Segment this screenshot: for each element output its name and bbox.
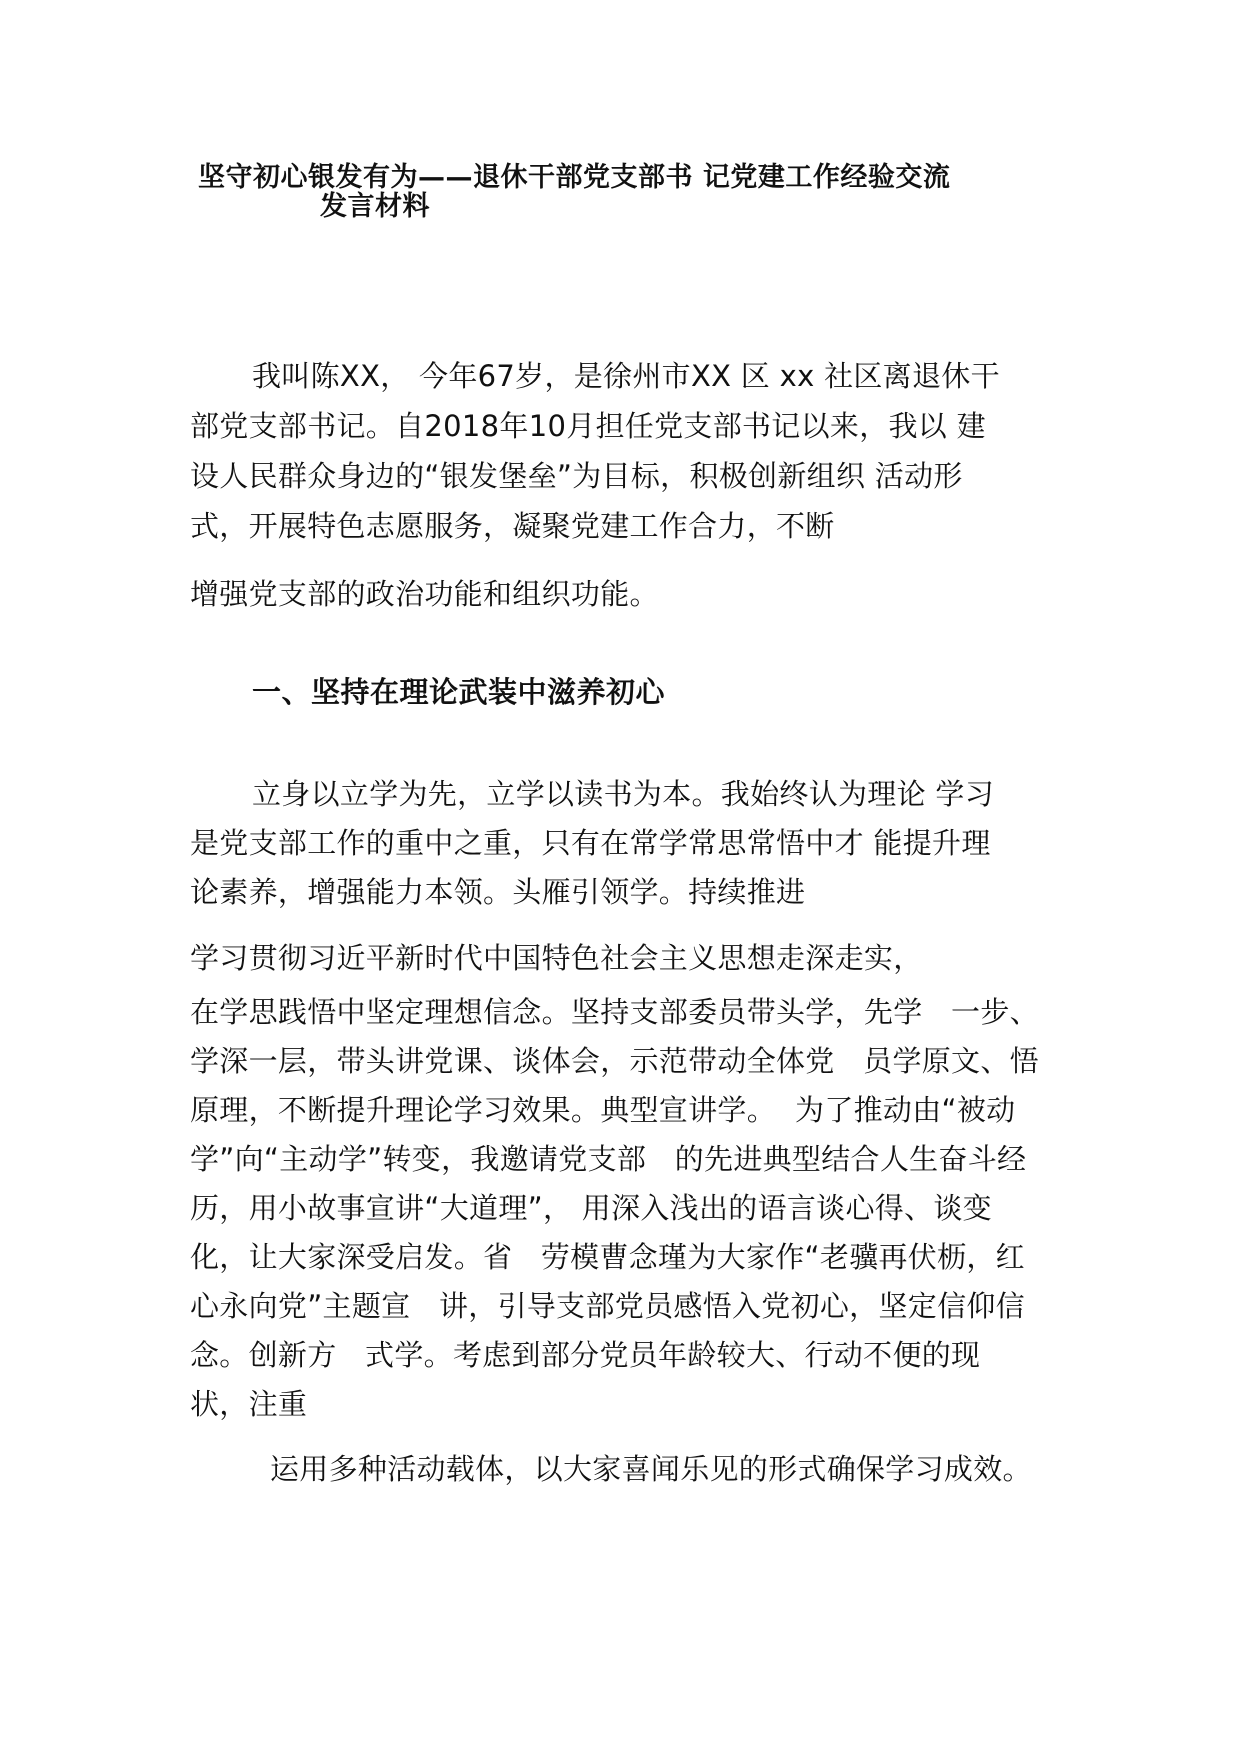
section1-line-7: 原理，不断提升理论学习效果。典型宣讲学。 为了推动由“被动 xyxy=(190,1093,1016,1127)
intro-line-4: 式，开展特色志愿服务，凝聚党建工作合力，不断 xyxy=(190,509,835,543)
section-heading-1: 一、坚持在理论武装中滋养初心 xyxy=(252,675,666,709)
section1-line-11: 心永向党”主题宣 讲，引导支部党员感悟入党初心，坚定信仰信 xyxy=(190,1289,1025,1323)
section1-line-13: 状，注重 xyxy=(190,1387,308,1421)
section1-line-8: 学”向“主动学”转变，我邀请党支部 的先进典型结合人生奋斗经 xyxy=(190,1142,1027,1176)
section1-line-14: 运用多种活动载体，以大家喜闻乐见的形式确保学习成效。 xyxy=(270,1452,1032,1486)
section1-line-1: 立身以立学为先，立学以读书为本。我始终认为理论 学习 xyxy=(252,777,995,811)
section1-line-9: 历，用小故事宣讲“大道理”， 用深入浅出的语言谈心得、谈变 xyxy=(190,1191,992,1225)
section1-line-2: 是党支部工作的重中之重，只有在常学常思常悟中才 能提升理 xyxy=(190,826,991,860)
section1-line-6: 学深一层，带头讲党课、谈体会，示范带动全体党 员学原文、悟 xyxy=(190,1044,1039,1078)
intro-line-1: 我叫陈XX， 今年67岁，是徐州市XX 区 xx 社区离退休干 xyxy=(252,359,1000,393)
document-title-line-2: 发言材料 xyxy=(320,191,430,222)
section1-line-12: 念。创新方 式学。考虑到部分党员年龄较大、行动不便的现 xyxy=(190,1338,981,1372)
intro-line-5: 增强党支部的政治功能和组织功能。 xyxy=(190,577,659,611)
section1-line-5: 在学思践悟中坚定理想信念。坚持支部委员带头学，先学 一步、 xyxy=(190,995,1039,1029)
section1-line-10: 化，让大家深受启发。省 劳模曹念瑾为大家作“老骥再伏枥，红 xyxy=(190,1240,1025,1274)
intro-line-2: 部党支部书记。自2018年10月担任党支部书记以来，我以 建 xyxy=(190,409,986,443)
intro-line-3: 设人民群众身边的“银发堡垒”为目标，积极创新组织 活动形 xyxy=(190,459,963,493)
section1-line-4: 学习贯彻习近平新时代中国特色社会主义思想走深走实， xyxy=(190,941,923,975)
section1-line-3: 论素养，增强能力本领。头雁引领学。持续推进 xyxy=(190,875,806,909)
document-title-line-1: 坚守初心银发有为——退休干部党支部书 记党建工作经验交流 xyxy=(198,162,951,193)
